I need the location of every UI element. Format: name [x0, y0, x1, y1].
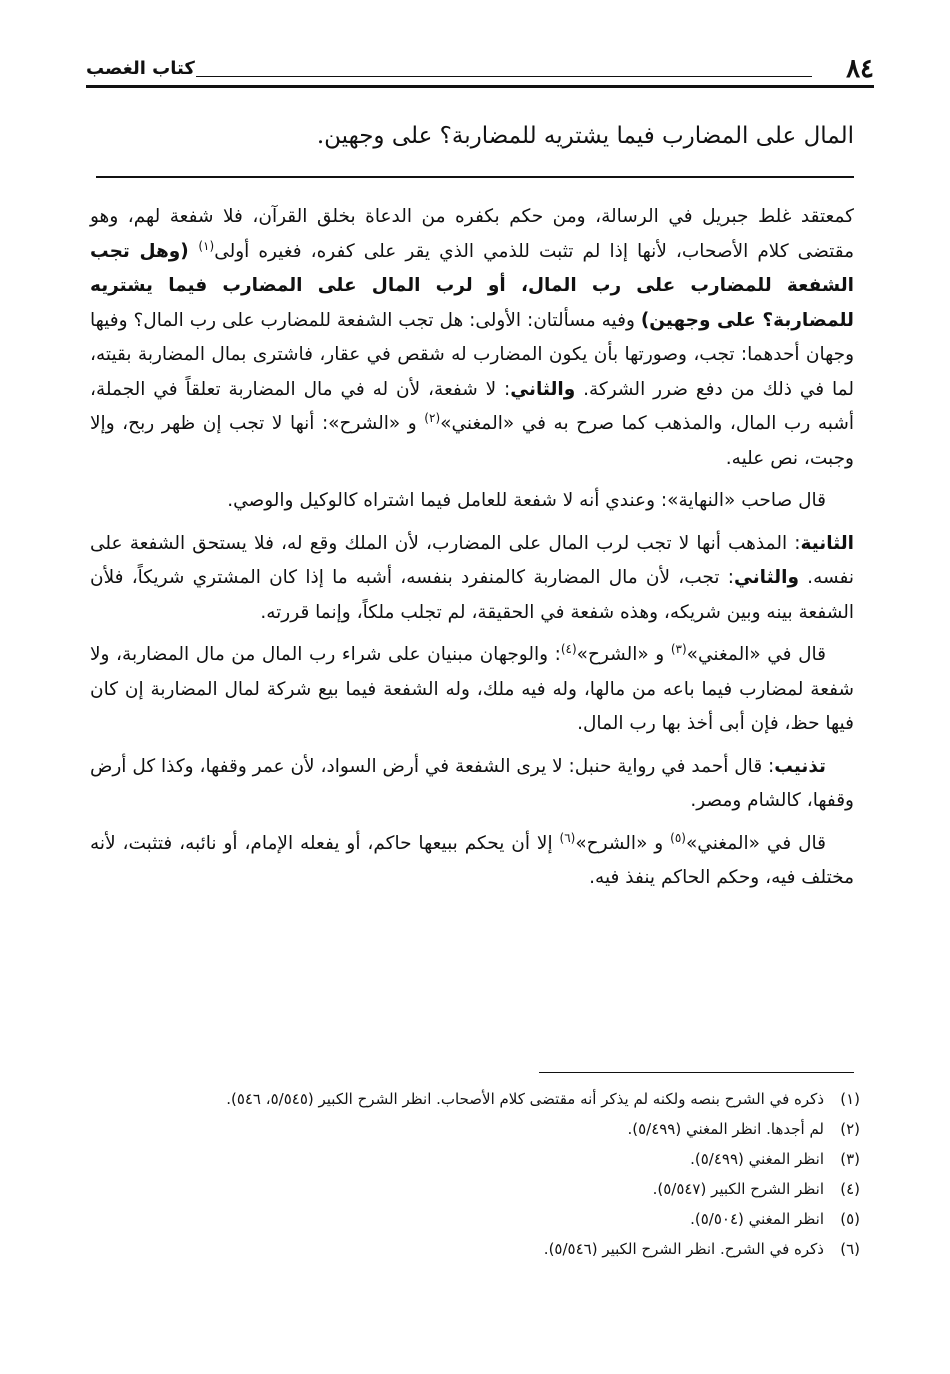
page-number: ٨٤	[846, 54, 874, 84]
footnote-1: (١) ذكره في الشرح بنصه ولكنه لم يذكر أنه مقتضى كلام الأصحاب. انظر الشرح الكبير (٥/٥٤٥، ٥٤٦).	[226, 1090, 860, 1108]
footnote-ref-4[interactable]: (٤)	[560, 641, 577, 656]
footnote-ref-2[interactable]: (٢)	[424, 410, 441, 425]
footnote-ref-3[interactable]: (٣)	[670, 641, 687, 656]
header-thin-rule	[196, 76, 812, 77]
paragraph-5: تذنيب: قال أحمد في رواية حنبل: لا يرى الشفعة في أرض السواد، لأن عمر وقفها، وكذا كل أرض وقفها، كالشام ومصر.	[90, 755, 854, 811]
paragraph-6: قال في «المغني»$^{(٥)}$ و «الشرح»$^{(٦)}$ إلا أن يحكم ببيعها حاكم، أو يفعله الإمام، أو نائبه، فتثبت، لأنه مختلف فيه، وحكم الحاكم ينفذ فيه.	[90, 830, 854, 888]
footnote-5: (٥) انظر المغني (٥/٥٠٤).	[690, 1210, 860, 1228]
footnote-4: (٤) انظر الشرح الكبير (٥/٥٤٧).	[652, 1180, 860, 1198]
paragraph-3: الثانية: المذهب أنها لا تجب لرب المال على المضارب، لأن الملك وقع له، فلا يستحق الشفعة على نفسه. والثاني: تجب، لأن مال المضاربة كالمنفرد بنفسه، أشبه ما إذا كان المشتري شريكاً، فلأن الشفعة بينه وبين شريكه، وهذه شفعة في الحقيقة، لم تجلب ملكاً، وإنما قررته.	[90, 532, 854, 623]
footnote-6: (٦) ذكره في الشرح. انظر الشرح الكبير (٥/٥٤٦).	[543, 1240, 860, 1258]
page-header	[86, 52, 874, 92]
footnote-ref-6[interactable]: (٦)	[559, 830, 576, 845]
paragraph-4: قال في «المغني»$^{(٣)}$ و «الشرح»$^{(٤)}$: والوجهان مبنيان على شراء رب المال من مال المضاربة، ولا شفعة لمضارب فيما باعه من مالها، وله فيه ملك، وله الشفعة فيما بيع شركة لمال المضاربة إن كان فيها حظ، فإن أبى أخذ بها رب المال.	[90, 641, 854, 734]
commentary-body	[90, 200, 854, 904]
footnote-2: (٢) لم أجدها. انظر المغني (٥/٤٩٩).	[627, 1120, 860, 1138]
footnote-3: (٣) انظر المغني (٥/٤٩٩).	[690, 1150, 860, 1168]
book-title: كتاب الغصب	[86, 58, 195, 79]
footnote-separator	[539, 1072, 854, 1073]
paragraph-2: قال صاحب «النهاية»: وعندي أنه لا شفعة للعامل فيما اشتراه كالوكيل والوصي.	[227, 490, 826, 511]
matn-separator	[96, 176, 854, 178]
footnote-ref-1[interactable]: (١)	[198, 238, 215, 253]
paragraph-1: كمعتقد غلط جبريل في الرسالة، ومن حكم بكفره من الدعاة بخلق القرآن، فلا شفعة لهم، وهو مقتضى كلام الأصحاب، لأنها إذا لم تثبت للذمي الذي يقر على كفره، فغيره أولى$^{(١)}$ (وهل تجب الشفعة للمضارب على رب المال، أو لرب المال على المضارب فيما يشتريه للمضاربة؟ على وجهين) وفيه مسألتان: الأولى: هل تجب الشفعة للمضارب على رب المال؟ وفيها وجهان أحدهما: تجب، وصورتها بأن يكون المضارب له شقص في عقار، فاشترى بمال المضاربة بقيته، لما في ذلك من دفع ضرر الشركة. والثاني: لا شفعة، لأن له في مال المضاربة تعلقاً في الجملة، أشبه رب المال، والمذهب كما صرح به في «المغني»$^{(٢)}$ و «الشرح»: أنها لا تجب إن ظهر ربح، وإلا وجبت، نص عليه.	[90, 206, 854, 469]
matn-text: المال على المضارب فيما يشتريه للمضاربة؟ على وجهين.	[316, 123, 854, 149]
footnote-ref-5[interactable]: (٥)	[670, 830, 686, 845]
footnotes	[96, 1084, 860, 1264]
header-thick-rule	[86, 85, 874, 88]
